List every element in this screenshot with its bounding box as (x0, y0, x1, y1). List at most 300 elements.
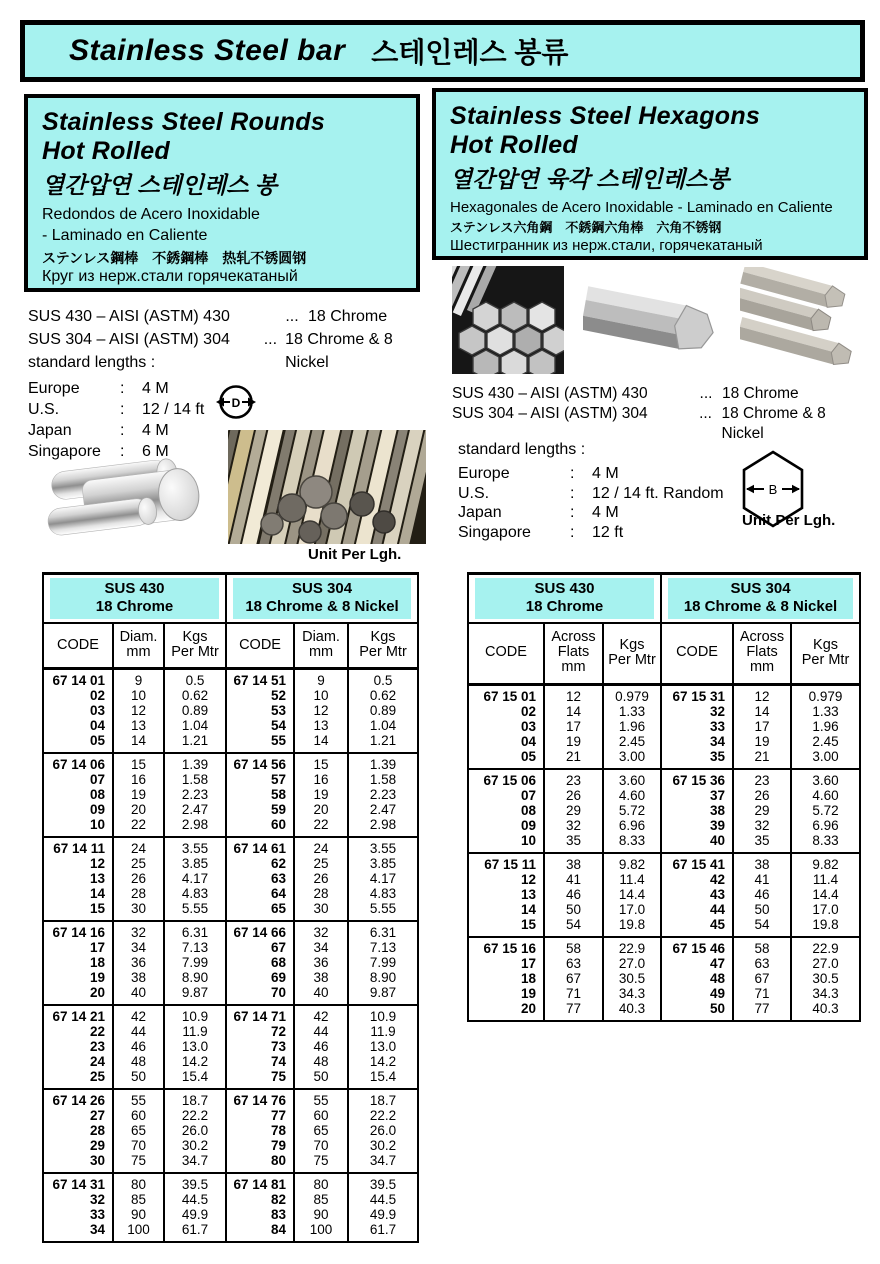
code-cell: 45 (661, 917, 733, 937)
value-cell: 15.4 (348, 1069, 418, 1089)
value-cell: 46 (733, 887, 791, 902)
code-cell: 67 14 71 (226, 1005, 294, 1024)
table-column-header-cell: Kgs Per Mtr (348, 623, 418, 669)
value-cell: 12 (544, 684, 603, 704)
code-cell: 48 (661, 971, 733, 986)
length-row (458, 523, 724, 543)
page-title-banner (20, 20, 865, 82)
value-cell: 13 (294, 718, 348, 733)
length-value: 12 / 14 ft. Random (592, 484, 724, 502)
table-row (468, 853, 860, 872)
rounds-size-weight-table (42, 572, 419, 1243)
value-cell: 28 (113, 886, 164, 901)
value-cell: 7.13 (348, 940, 418, 955)
value-cell: 60 (113, 1108, 164, 1123)
code-cell: 72 (226, 1024, 294, 1039)
code-cell: 19 (89, 970, 105, 986)
value-cell: 49.9 (348, 1207, 418, 1222)
across-flats-symbol-label: B (768, 482, 778, 497)
table-row (468, 937, 860, 956)
code-cell: 35 (661, 749, 733, 769)
table-row (43, 940, 418, 955)
grade-name: SUS 430 – AISI (ASTM) 430 (28, 308, 230, 325)
value-cell: 55 (113, 1089, 164, 1108)
value-cell: 3.55 (164, 837, 226, 856)
value-cell: 50 (733, 902, 791, 917)
hexagons-title-korean: 열간압연 육각 스테인레스봉 (450, 165, 730, 192)
table-size-group (43, 1005, 418, 1089)
value-cell: 40.3 (603, 1001, 661, 1021)
value-cell: 22.9 (603, 937, 661, 956)
value-cell: 7.13 (164, 940, 226, 955)
value-cell: 4.60 (603, 788, 661, 803)
value-cell: 14 (294, 733, 348, 753)
hexagons-subtitle-spanish: Hexagonales de Acero Inoxidable - Laminado en Caliente (450, 199, 833, 217)
value-cell: 9 (294, 669, 348, 689)
table-row (43, 1069, 418, 1089)
length-region: Japan (28, 422, 72, 439)
length-value: 12 ft (592, 523, 624, 541)
value-cell: 25 (113, 856, 164, 871)
value-cell: 19.8 (791, 917, 860, 937)
value-cell: 29 (544, 803, 603, 818)
table-row (43, 1153, 418, 1173)
value-cell: 85 (113, 1192, 164, 1207)
value-cell: 26 (544, 788, 603, 803)
table-row (43, 955, 418, 970)
code-cell: 33 (661, 719, 733, 734)
table-row (468, 902, 860, 917)
value-cell: 38 (294, 970, 348, 985)
value-cell: 34.7 (348, 1153, 418, 1173)
table-row (43, 1024, 418, 1039)
table-row (43, 1123, 418, 1138)
value-cell: 63 (733, 956, 791, 971)
code-cell: 59 (226, 802, 294, 817)
grade-desc: 18 Chrome & 8 Nickel (285, 331, 393, 371)
code-cell: 07 (520, 787, 536, 803)
value-cell: 65 (294, 1123, 348, 1138)
value-cell: 71 (544, 986, 603, 1001)
value-cell: 2.98 (164, 817, 226, 837)
value-cell: 46 (294, 1039, 348, 1054)
value-cell: 8.90 (348, 970, 418, 985)
page-title-english: Stainless Steel bar (69, 34, 346, 67)
code-cell: 67 14 06 (52, 757, 105, 773)
value-cell: 9.82 (791, 853, 860, 872)
table-column-header-cell: CODE (468, 623, 544, 684)
table-size-group (43, 669, 418, 754)
value-cell: 85 (294, 1192, 348, 1207)
value-cell: 75 (113, 1153, 164, 1173)
code-cell: 83 (226, 1207, 294, 1222)
value-cell: 36 (294, 955, 348, 970)
code-cell: 67 14 76 (226, 1089, 294, 1108)
length-region: U.S. (458, 484, 490, 502)
code-cell: 67 15 11 (484, 856, 536, 872)
hexagons-standard-lengths-label: standard lengths : (458, 441, 586, 458)
value-cell: 26 (113, 871, 164, 886)
table-group-header-cell: SUS 430 18 Chrome (43, 574, 226, 624)
value-cell: 44.5 (164, 1192, 226, 1207)
value-cell: 11.4 (603, 872, 661, 887)
value-cell: 30.5 (603, 971, 661, 986)
value-cell: 44.5 (348, 1192, 418, 1207)
value-cell: 12 (294, 703, 348, 718)
table-size-group (43, 921, 418, 1005)
value-cell: 26.0 (164, 1123, 226, 1138)
length-value: 4 M (592, 504, 619, 521)
value-cell: 10 (294, 688, 348, 703)
code-cell: 28 (89, 1123, 105, 1139)
value-cell: 26.0 (348, 1123, 418, 1138)
table-row (468, 956, 860, 971)
table-row (43, 837, 418, 856)
table-size-group (43, 1173, 418, 1242)
value-cell: 9.87 (348, 985, 418, 1005)
value-cell: 0.979 (603, 684, 661, 704)
value-cell: 50 (544, 902, 603, 917)
value-cell: 0.5 (348, 669, 418, 689)
code-cell: 09 (89, 802, 105, 818)
value-cell: 16 (113, 772, 164, 787)
length-row (28, 399, 204, 420)
value-cell: 23 (733, 769, 791, 788)
code-cell: 67 14 56 (226, 753, 294, 772)
value-cell: 4.17 (348, 871, 418, 886)
rounds-standard-lengths-label: standard lengths : (28, 354, 156, 371)
value-cell: 3.00 (603, 749, 661, 769)
grade-name: SUS 304 – AISI (ASTM) 304 (28, 331, 230, 348)
value-cell: 30 (294, 901, 348, 921)
value-cell: 28 (294, 886, 348, 901)
code-cell: 19 (520, 985, 536, 1001)
value-cell: 13.0 (348, 1039, 418, 1054)
length-colon: : (570, 504, 575, 521)
length-colon: : (120, 422, 125, 439)
code-cell: 12 (89, 856, 105, 872)
value-cell: 29 (733, 803, 791, 818)
length-region: Singapore (28, 443, 101, 460)
value-cell: 1.21 (348, 733, 418, 753)
table-row (43, 1108, 418, 1123)
table-row (43, 1089, 418, 1108)
table-row (43, 733, 418, 753)
code-cell: 80 (226, 1153, 294, 1173)
value-cell: 90 (113, 1207, 164, 1222)
value-cell: 17 (544, 719, 603, 734)
length-colon: : (120, 443, 125, 460)
code-cell: 20 (520, 1000, 536, 1016)
code-cell: 52 (226, 688, 294, 703)
value-cell: 48 (294, 1054, 348, 1069)
value-cell: 34.7 (164, 1153, 226, 1173)
code-cell: 13 (520, 886, 536, 902)
length-row (28, 420, 204, 441)
length-value: 4 M (142, 380, 169, 397)
value-cell: 6.31 (164, 921, 226, 940)
value-cell: 40 (294, 985, 348, 1005)
value-cell: 44 (294, 1024, 348, 1039)
value-cell: 7.99 (164, 955, 226, 970)
length-row (458, 464, 724, 484)
value-cell: 2.47 (348, 802, 418, 817)
value-cell: 0.89 (348, 703, 418, 718)
code-cell: 57 (226, 772, 294, 787)
value-cell: 5.55 (348, 901, 418, 921)
length-row (28, 378, 204, 399)
value-cell: 54 (733, 917, 791, 937)
table-row (43, 1192, 418, 1207)
value-cell: 77 (544, 1001, 603, 1021)
table-row (43, 669, 418, 689)
value-cell: 22 (113, 817, 164, 837)
value-cell: 2.98 (348, 817, 418, 837)
value-cell: 4.17 (164, 871, 226, 886)
value-cell: 11.4 (791, 872, 860, 887)
grade-dots: ... (285, 308, 299, 325)
table-row (43, 985, 418, 1005)
value-cell: 1.96 (791, 719, 860, 734)
length-row (458, 503, 724, 523)
length-colon: : (570, 484, 575, 502)
value-cell: 14.2 (164, 1054, 226, 1069)
value-cell: 30.2 (164, 1138, 226, 1153)
value-cell: 3.85 (164, 856, 226, 871)
table-row (43, 1005, 418, 1024)
code-cell: 82 (226, 1192, 294, 1207)
value-cell: 13.0 (164, 1039, 226, 1054)
value-cell: 19 (113, 787, 164, 802)
table-column-header-cell: Across Flats mm (544, 623, 603, 684)
table-column-header-cell: Kgs Per Mtr (164, 623, 226, 669)
table-row (43, 787, 418, 802)
value-cell: 17.0 (603, 902, 661, 917)
value-cell: 6.96 (791, 818, 860, 833)
table-column-header-cell: Diam. mm (113, 623, 164, 669)
value-cell: 65 (113, 1123, 164, 1138)
hexagons-title-line2: Hot Rolled (450, 131, 578, 160)
table-column-header-cell: Diam. mm (294, 623, 348, 669)
table-size-group (43, 1089, 418, 1173)
table-row (43, 1173, 418, 1192)
code-cell: 67 15 31 (661, 684, 733, 704)
code-cell: 67 14 31 (52, 1177, 105, 1193)
table-row (468, 971, 860, 986)
table-row (468, 734, 860, 749)
value-cell: 9 (113, 669, 164, 689)
code-cell: 23 (89, 1039, 105, 1055)
value-cell: 21 (733, 749, 791, 769)
rounds-unit-caption: Unit Per Lgh. (308, 546, 402, 563)
table-column-header-cell: Kgs Per Mtr (791, 623, 860, 684)
code-cell: 15 (89, 901, 105, 917)
grade-desc: 18 Chrome (308, 308, 388, 325)
value-cell: 34.3 (791, 986, 860, 1001)
value-cell: 34.3 (603, 986, 661, 1001)
value-cell: 70 (294, 1138, 348, 1153)
value-cell: 71 (733, 986, 791, 1001)
value-cell: 18.7 (348, 1089, 418, 1108)
value-cell: 23 (544, 769, 603, 788)
value-cell: 3.00 (791, 749, 860, 769)
code-cell: 40 (661, 833, 733, 853)
value-cell: 34 (294, 940, 348, 955)
table-row (43, 772, 418, 787)
length-region: Singapore (458, 523, 531, 541)
value-cell: 3.85 (348, 856, 418, 871)
code-cell: 05 (520, 748, 536, 764)
code-cell: 04 (89, 718, 105, 734)
value-cell: 4.60 (791, 788, 860, 803)
code-cell: 44 (661, 902, 733, 917)
table-row (43, 718, 418, 733)
length-region: Europe (28, 380, 80, 397)
value-cell: 5.72 (603, 803, 661, 818)
code-cell: 34 (89, 1222, 105, 1238)
hexagons-grade-row (452, 404, 872, 444)
code-cell: 02 (89, 688, 105, 704)
code-cell: 67 14 21 (52, 1009, 105, 1025)
value-cell: 30.2 (348, 1138, 418, 1153)
value-cell: 14 (113, 733, 164, 753)
value-cell: 11.9 (348, 1024, 418, 1039)
value-cell: 24 (113, 837, 164, 856)
value-cell: 4.83 (164, 886, 226, 901)
table-group-header-cell: SUS 304 18 Chrome & 8 Nickel (661, 574, 860, 624)
value-cell: 6.96 (603, 818, 661, 833)
code-cell: 32 (89, 1192, 105, 1208)
value-cell: 1.21 (164, 733, 226, 753)
length-value: 4 M (592, 465, 619, 482)
value-cell: 50 (113, 1069, 164, 1089)
code-cell: 50 (661, 1001, 733, 1021)
value-cell: 46 (544, 887, 603, 902)
value-cell: 22.2 (164, 1108, 226, 1123)
value-cell: 100 (294, 1222, 348, 1242)
value-cell: 30.5 (791, 971, 860, 986)
value-cell: 27.0 (603, 956, 661, 971)
value-cell: 35 (733, 833, 791, 853)
table-column-header-cell: CODE (43, 623, 113, 669)
code-cell: 12 (520, 871, 536, 887)
value-cell: 22.2 (348, 1108, 418, 1123)
value-cell: 41 (544, 872, 603, 887)
hexagons-size-weight-table (467, 572, 861, 1022)
table-row (43, 856, 418, 871)
hexagons-subtitle-russian: Шестигранник из нерж.стали, горячекатаный (450, 237, 763, 255)
code-cell: 79 (226, 1138, 294, 1153)
table-group-header-cell: SUS 430 18 Chrome (468, 574, 661, 624)
value-cell: 10.9 (348, 1005, 418, 1024)
value-cell: 58 (544, 937, 603, 956)
table-row (468, 887, 860, 902)
code-cell: 67 14 16 (52, 925, 105, 941)
code-cell: 67 (226, 940, 294, 955)
code-cell: 67 14 66 (226, 921, 294, 940)
rounds-title-line1: Stainless Steel Rounds (42, 108, 326, 136)
code-cell: 34 (661, 734, 733, 749)
code-cell: 08 (89, 787, 105, 803)
code-cell: 27 (89, 1108, 105, 1124)
code-cell: 64 (226, 886, 294, 901)
code-cell: 77 (226, 1108, 294, 1123)
code-cell: 75 (226, 1069, 294, 1089)
table-row (468, 704, 860, 719)
value-cell: 8.90 (164, 970, 226, 985)
length-value: 4 M (142, 422, 169, 439)
value-cell: 2.45 (791, 734, 860, 749)
code-cell: 69 (226, 970, 294, 985)
table-row (468, 749, 860, 769)
value-cell: 90 (294, 1207, 348, 1222)
code-cell: 58 (226, 787, 294, 802)
code-cell: 70 (226, 985, 294, 1005)
value-cell: 1.04 (348, 718, 418, 733)
table-row (43, 753, 418, 772)
code-cell: 18 (520, 970, 536, 986)
code-cell: 20 (89, 985, 105, 1001)
value-cell: 49.9 (164, 1207, 226, 1222)
rounds-subtitle-spanish-2: - Laminado en Caliente (42, 226, 208, 244)
value-cell: 67 (544, 971, 603, 986)
value-cell: 3.55 (348, 837, 418, 856)
value-cell: 61.7 (348, 1222, 418, 1242)
code-cell: 67 15 01 (483, 688, 536, 704)
code-cell: 29 (89, 1138, 105, 1154)
value-cell: 36 (113, 955, 164, 970)
table-group-header-cell: SUS 304 18 Chrome & 8 Nickel (226, 574, 418, 624)
code-cell: 17 (89, 940, 105, 956)
hexagons-subtitle-cjk: ステンレス六角鋼 不銹鋼六角棒 六角不锈钢 (450, 220, 722, 236)
value-cell: 26 (733, 788, 791, 803)
table-row (43, 970, 418, 985)
value-cell: 50 (294, 1069, 348, 1089)
code-cell: 67 15 06 (483, 772, 536, 788)
value-cell: 32 (294, 921, 348, 940)
table-row (43, 1207, 418, 1222)
table-row (468, 788, 860, 803)
hexagons-title-line1: Stainless Steel Hexagons (450, 102, 761, 130)
value-cell: 38 (733, 853, 791, 872)
code-cell: 43 (661, 887, 733, 902)
table-row (43, 1138, 418, 1153)
value-cell: 40 (113, 985, 164, 1005)
table-row (43, 817, 418, 837)
table-column-header-cell: Kgs Per Mtr (603, 623, 661, 684)
table-size-group (468, 769, 860, 853)
value-cell: 38 (113, 970, 164, 985)
rounds-info-box (24, 94, 420, 292)
table-row (468, 803, 860, 818)
value-cell: 20 (294, 802, 348, 817)
value-cell: 10.9 (164, 1005, 226, 1024)
value-cell: 17.0 (791, 902, 860, 917)
value-cell: 8.33 (791, 833, 860, 853)
value-cell: 15.4 (164, 1069, 226, 1089)
code-cell: 07 (89, 772, 105, 788)
code-cell: 02 (520, 703, 536, 719)
code-cell: 67 15 41 (661, 853, 733, 872)
code-cell: 39 (661, 818, 733, 833)
code-cell: 73 (226, 1039, 294, 1054)
hexagons-grade-list (452, 384, 872, 444)
code-cell: 67 14 01 (52, 673, 105, 689)
length-colon: : (570, 465, 575, 482)
length-colon: : (120, 380, 125, 397)
value-cell: 9.87 (164, 985, 226, 1005)
value-cell: 0.5 (164, 669, 226, 689)
